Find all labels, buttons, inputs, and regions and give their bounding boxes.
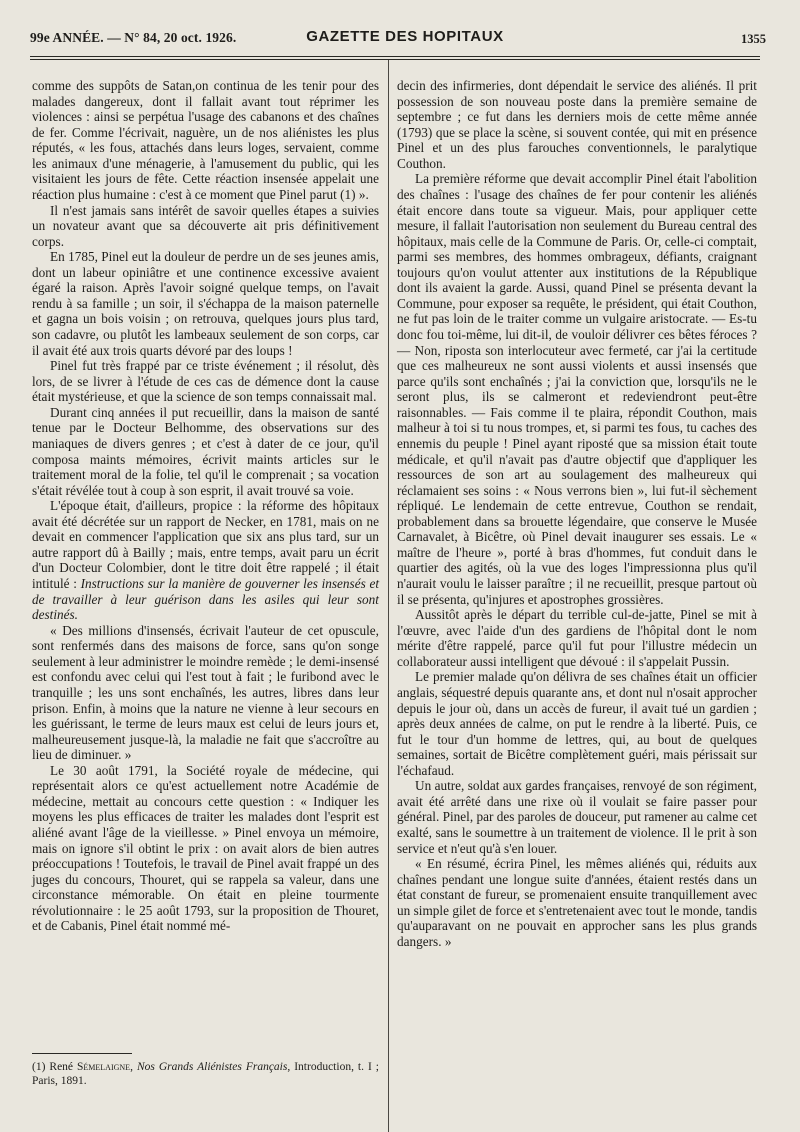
paragraph-text: L'époque était, d'ailleurs, propice : la réforme des hôpitaux avait été décrétée sur un rapport de Necker, en 1781, mais on ne devait en commencer l'application que six ans plus tard, sur un autre rapport dû à Bailly ; mais, entre temps, avait paru un écrit d'un Docteur Colombier, dont le titre doit être rappelé ; il était intitulé : bbox=[32, 498, 379, 591]
header-rule-top bbox=[30, 56, 760, 57]
footnote-marker: (1) René bbox=[32, 1061, 78, 1073]
page-number: 1355 bbox=[741, 32, 766, 46]
column-divider bbox=[388, 60, 389, 1132]
paragraph: comme des suppôts de Satan,on continua de les tenir pour des malades dangereux, dont il fallait avant tout réprimer les violences : ainsi se perpétua l'usage des cabanons et des chaînes de fer. Comme l'écrivait, naguère, un de nos aliénistes les plus réputés, « les fous, attachés dans leurs loges, servaient, comme les animaux d'une ménagerie, à l'amusement du public, qui les visitaient les jours de fête. Cette réaction insensée appelait une réaction plus humaine : c'est à ce moment que Pinel parut (1) ». bbox=[32, 78, 379, 202]
quotation: « En résumé, écrira Pinel, les mêmes aliénés qui, réduits aux chaînes pendant une longue suite d'années, étaient restés dans un état constant de fureur, se promenaient ensuite tranquillement avec un simple gilet de force et s'entretenaient avec tout le monde, tandis qu'auparavant on ne pouvait en approcher sans les plus grands dangers. » bbox=[397, 856, 757, 949]
issue-info: 99e ANNÉE. — N° 84, 20 oct. 1926. bbox=[30, 30, 237, 45]
paragraph: Le premier malade qu'on délivra de ses chaînes était un officier anglais, séquestré depuis quarante ans, et dont nul n'osait approcher depuis le jour où, dans un accès de fureur, il avait tué un gardien ; après deux années de calme, on put le rendre à la liberté. Puis, ce fut le tour d'un homme de lettres, qui, au bout de quelques semaines, sortait de Bicêtre complètement guéri, mais périssait sur l'échafaud. bbox=[397, 669, 757, 778]
paragraph bbox=[32, 498, 379, 623]
paragraph: Il n'est jamais sans intérêt de savoir quelles étapes a suivies un novateur avant que sa découverte ait pris définitivement corps. bbox=[32, 202, 379, 249]
paragraph: En 1785, Pinel eut la douleur de perdre un de ses jeunes amis, dont un labeur opiniâtre et une continence excessive avaient égaré la raison. Après l'avoir soigné quelque temps, on l'avait rendu à sa famille ; un soir, il s'échappa de la maison paternelle et gagna un bois voisin ; on retrouva, quelques jours plus tard, son cadavre, ou plutôt les lambeaux seulement de son corps, car il avait été aux trois quarts dévoré par des loups ! bbox=[32, 249, 379, 358]
cited-title: Instructions sur la manière de gouverner les insensés et de travailler à leur guérison dans les asiles qui leur sont destinés. bbox=[32, 576, 380, 623]
paragraph: decin des infirmeries, dont dépendait le service des aliénés. Il prit possession de son nouveau poste dans la première semaine de septembre ; ce fut dans les derniers mois de cette même année (1793) que se place la scène, si souvent contée, qui mit en présence Pinel et un des plus farouches conventionnels, le paralytique Couthon. bbox=[397, 78, 757, 171]
right-column bbox=[397, 78, 757, 950]
footnote-book: Nos Grands Aliénistes Français bbox=[136, 1061, 288, 1073]
footnote bbox=[32, 1060, 379, 1088]
paragraph: Le 30 août 1791, la Société royale de médecine, qui représentait alors ce qu'est actuellement notre Académie de médecine, mettait au concours cette question : « Indiquer les moyens les plus efficaces de traiter les malades dont l'esprit est aliéné avant l'âge de la vieillesse. » Pinel envoya un mémoire, mais on ignore s'il obtint le prix : on avait alors de bien autres préoccupations ! Toutefois, le travail de Pinel avait frappé un des juges du concours, Thouret, qui se rappela sa valeur, dans une circonstance mémorable. On était en pleine tourmente révolutionnaire : le 25 août 1793, sur la proposition de Thouret, et de Cabanis, Pinel était nommé mé- bbox=[32, 762, 379, 934]
footnote-separator: , bbox=[130, 1061, 137, 1073]
paragraph: Durant cinq années il put recueillir, dans la maison de santé tenue par le Docteur Belhomme, des observations sur des maniaques de divers genres ; et c'est à dater de ce jour, qu'il composa maints mémoires, écrivit maints articles sur le traitement moral de la folie, tel qu'il le comprenait ; sa vocation s'était révélée tout à coup à son esprit, il avait trouvé sa voie. bbox=[32, 404, 379, 498]
quotation: « Des millions d'insensés, écrivait l'auteur de cet opuscule, sont renfermés dans des maisons de force, sans qu'on songe seulement à leur administrer le moindre remède ; le demi-insensé est confondu avec celui qui l'est tout à fait ; le furibond avec le tranquille ; les uns sont enchaînés, les autres, libres dans leur prison. Enfin, à moins que la nature ne vienne à leur secours en les guérissant, le terme de leurs maux est celui de leurs jours et, malheureusement jusque-là, la maladie ne fait que s'accroître au lieu de diminuer. » bbox=[32, 622, 379, 763]
left-column bbox=[32, 78, 379, 934]
footnote-details: , Introduction, t. I ; Paris, 1891. bbox=[32, 1061, 380, 1087]
page-header bbox=[30, 28, 766, 50]
paragraph: La première réforme que devait accomplir Pinel était l'abolition des chaînes : l'usage des chaînes de fer pour contenir les aliénés était encore dans toute sa vigueur. Mais, pour appliquer cette mesure, il fallait l'autorisation non seulement du Bureau central des hôpitaux, mais celle de la Commune de Paris. Or, celle-ci comptait, parmi ses membres, des hommes ombrageux, défiants, craignant toujours qu'on voulut attenter aux institutions de la République dont ils avaient la garde. Aussi, quand Pinel se présenta devant la Commune, pour exposer sa requête, le président, qui était Couthon, ne fut pas loin de le traiter comme un vulgaire aristocrate. — Es-tu donc fou toi-même, lui dit-il, de vouloir délivrer ces bêtes féroces ? — Non, riposta son interlocuteur avec fermeté, car j'ai la certitude que ces malheureux ne sont aussi violents et aussi insensés que parce qu'ils sont enchaînés ; j'ai la conviction que, lorsqu'ils ne le seront plus, ils se calmeront et redeviendront peut-être raisonnables. — Fais comme il te plaira, répondit Couthon, mais malheur à toi si tu nous trompes, et, si parmi tes fous, tu caches des ennemis du peuple ! Pinel ayant riposté que sa mission était toute médicale, et qu'il n'avait pas d'autre objectif que d'appliquer les ressources de son art au soulagement des malheureux qui réclamaient ses soins : « Nous verrons bien », lui fut-il sèchement répliqué. Le lendemain de cette entrevue, Couthon se rendait, probablement dans sa brouette légendaire, que conserve le Musée Carnavalet, à Bicêtre, où Pinel devait inaugurer ses essais. Le « maître de l'heure », porté à bras d'hommes, fut conduit dans le quartier des agités, où la vue des loges l'impressionna plus qu'il n'aurait voulu le laisser paraître ; il ne recueillit, presque partout où il se présenta, qu'injures et apostrophes grossières. bbox=[397, 171, 757, 607]
footnote-author: Sémelaigne bbox=[77, 1061, 131, 1073]
paragraph: Pinel fut très frappé par ce triste événement ; il résolut, dès lors, de se livrer à l'étude de ces cas de démence dont la cause était mystérieuse, et que la science de son temps connaissait mal. bbox=[32, 358, 379, 405]
footnote-rule bbox=[32, 1053, 132, 1054]
header-rule-bottom bbox=[30, 59, 760, 60]
paragraph: Un autre, soldat aux gardes françaises, renvoyé de son régiment, avait été arrêté dans une rixe où il voulait se faire passer pour général. Pinel, par des paroles de douceur, put ramener au calme cet exalté, sans le soumettre à un traitement de violence. Il le prit à son service et n'eut qu'à s'en louer. bbox=[397, 778, 758, 856]
publication-title: GAZETTE DES HOPITAUX bbox=[306, 28, 504, 45]
paragraph: Aussitôt après le départ du terrible cul-de-jatte, Pinel se mit à l'œuvre, avec l'aide d'un des gardiens de l'hôpital dont le nom mérite d'être rappelé, parce qu'il fut pour l'illustre médecin un collaborateur aussi intelligent que dévoué : il s'appelait Pussin. bbox=[397, 607, 757, 669]
